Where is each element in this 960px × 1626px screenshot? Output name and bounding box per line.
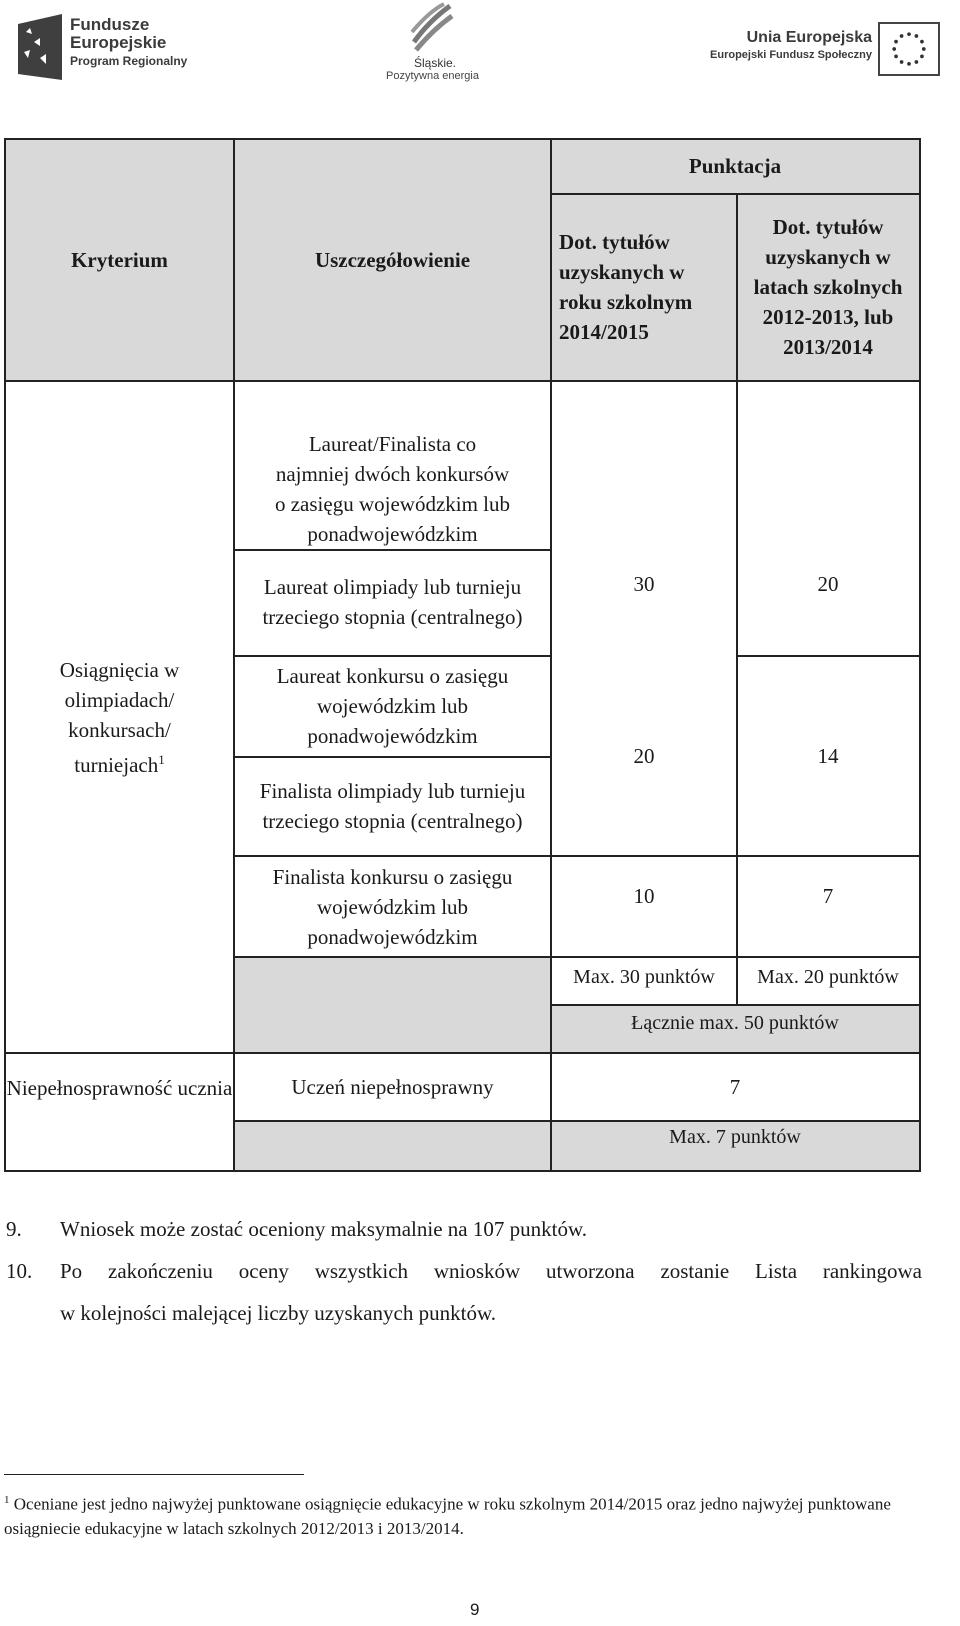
paragraph-10-line2: w kolejności malejącej liczby uzyskanych punktów. bbox=[60, 1301, 497, 1325]
detail-row-1: Laureat/Finalista co najmniej dwóch konkursów o zasięgu wojewódzkim lub ponadwojewódzkim bbox=[274, 432, 511, 546]
header-col-b: Dot. tytułów uzyskanych w latach szkolnych 2012-2013, lub 2013/2014 bbox=[753, 215, 903, 359]
empty-niepelno-shade bbox=[234, 1121, 551, 1171]
max-disability: Max. 7 punktów bbox=[669, 1126, 801, 1148]
paragraph-9-number: 9. bbox=[6, 1217, 22, 1241]
rule bbox=[234, 756, 551, 758]
paragraph-10-number: 10. bbox=[6, 1259, 33, 1283]
footnote-mark: 1 bbox=[4, 1494, 10, 1506]
max-col-a: Max. 30 punktów bbox=[573, 966, 715, 988]
points-3a: 10 bbox=[633, 884, 655, 908]
paragraph-10-line1: Po zakończeniu oceny wszystkich wniosków utworzona zostanie Lista rankingowa bbox=[60, 1259, 922, 1283]
paragraph-9-text: Wniosek może zostać oceniony maksymalnie na 107 punktów. bbox=[60, 1217, 587, 1241]
rule bbox=[4, 138, 6, 1172]
criterion-achievements-text: Osiągnięcia w olimpiadach/ konkursach/ turniejach bbox=[59, 657, 180, 777]
points-2b: 14 bbox=[817, 743, 839, 768]
rule bbox=[919, 138, 921, 1172]
rule bbox=[234, 956, 921, 958]
rule bbox=[5, 1170, 921, 1172]
criterion-achievements bbox=[5, 381, 234, 1053]
rule bbox=[5, 1052, 921, 1054]
footnote-text: Oceniane jest jedno najwyżej punktowane osiągnięcie edukacyjne w roku szkolnym 2014/2015 oraz jedno najwyżej punktowane osiągniecie edukacyjne w latach szkolnych 2012/2013 i 2013/2014. bbox=[4, 1494, 891, 1538]
rule bbox=[736, 193, 738, 1005]
fundusze-line1: Fundusze bbox=[70, 15, 150, 34]
rule bbox=[5, 138, 921, 140]
ue-line2: Europejski Fundusz Społeczny bbox=[710, 49, 872, 61]
page-number: 9 bbox=[470, 1600, 480, 1619]
rule bbox=[234, 655, 551, 657]
footnote-ref: 1 bbox=[158, 751, 165, 767]
header-uszczegolowienie: Uszczegółowienie bbox=[314, 248, 471, 272]
detail-row-2: Laureat olimpiady lub turnieju trzeciego stopnia (centralnego) bbox=[262, 575, 523, 629]
points-3b: 7 bbox=[822, 884, 834, 908]
rule bbox=[5, 380, 921, 382]
criterion-disability: Niepełnosprawność ucznia bbox=[6, 1076, 233, 1100]
total-points: Łącznie max. 50 punktów bbox=[631, 1012, 839, 1034]
detail-row-4: Finalista olimpiady lub turnieju trzeciego stopnia (centralnego) bbox=[259, 779, 526, 833]
rule bbox=[234, 1120, 921, 1122]
rule bbox=[550, 138, 552, 1172]
rule bbox=[737, 655, 921, 657]
ue-line1: Unia Europejska bbox=[746, 29, 872, 46]
points-1b: 20 bbox=[817, 572, 839, 596]
points-1a: 30 bbox=[633, 572, 655, 596]
header-punktacja: Punktacja bbox=[688, 154, 782, 178]
rule bbox=[234, 855, 921, 857]
footnote-rule bbox=[4, 1474, 304, 1475]
detail-row-3: Laureat konkursu o zasięgu wojewódzkim lub ponadwojewódzkim bbox=[276, 663, 509, 748]
fundusze-line3: Program Regionalny bbox=[70, 54, 188, 68]
header-kryterium: Kryterium bbox=[71, 248, 168, 272]
slaskie-tagline: Pozytywna energia bbox=[386, 70, 479, 82]
points-2a: 20 bbox=[633, 743, 655, 768]
rule bbox=[234, 549, 551, 551]
points-disability: 7 bbox=[729, 1075, 741, 1099]
rule bbox=[233, 138, 235, 1172]
slaskie-name: Śląskie. bbox=[414, 56, 457, 70]
header-col-a: Dot. tytułów uzyskanych w roku szkolnym 2014/2015 bbox=[559, 230, 693, 344]
footnote bbox=[4, 1488, 944, 1541]
detail-disability: Uczeń niepełnosprawny bbox=[291, 1075, 494, 1099]
empty-shade bbox=[234, 957, 551, 1053]
fundusze-line2: Europejskie bbox=[70, 33, 167, 52]
max-col-b: Max. 20 punktów bbox=[757, 966, 899, 988]
detail-row-5: Finalista konkursu o zasięgu wojewódzkim lub ponadwojewódzkim bbox=[272, 864, 513, 949]
